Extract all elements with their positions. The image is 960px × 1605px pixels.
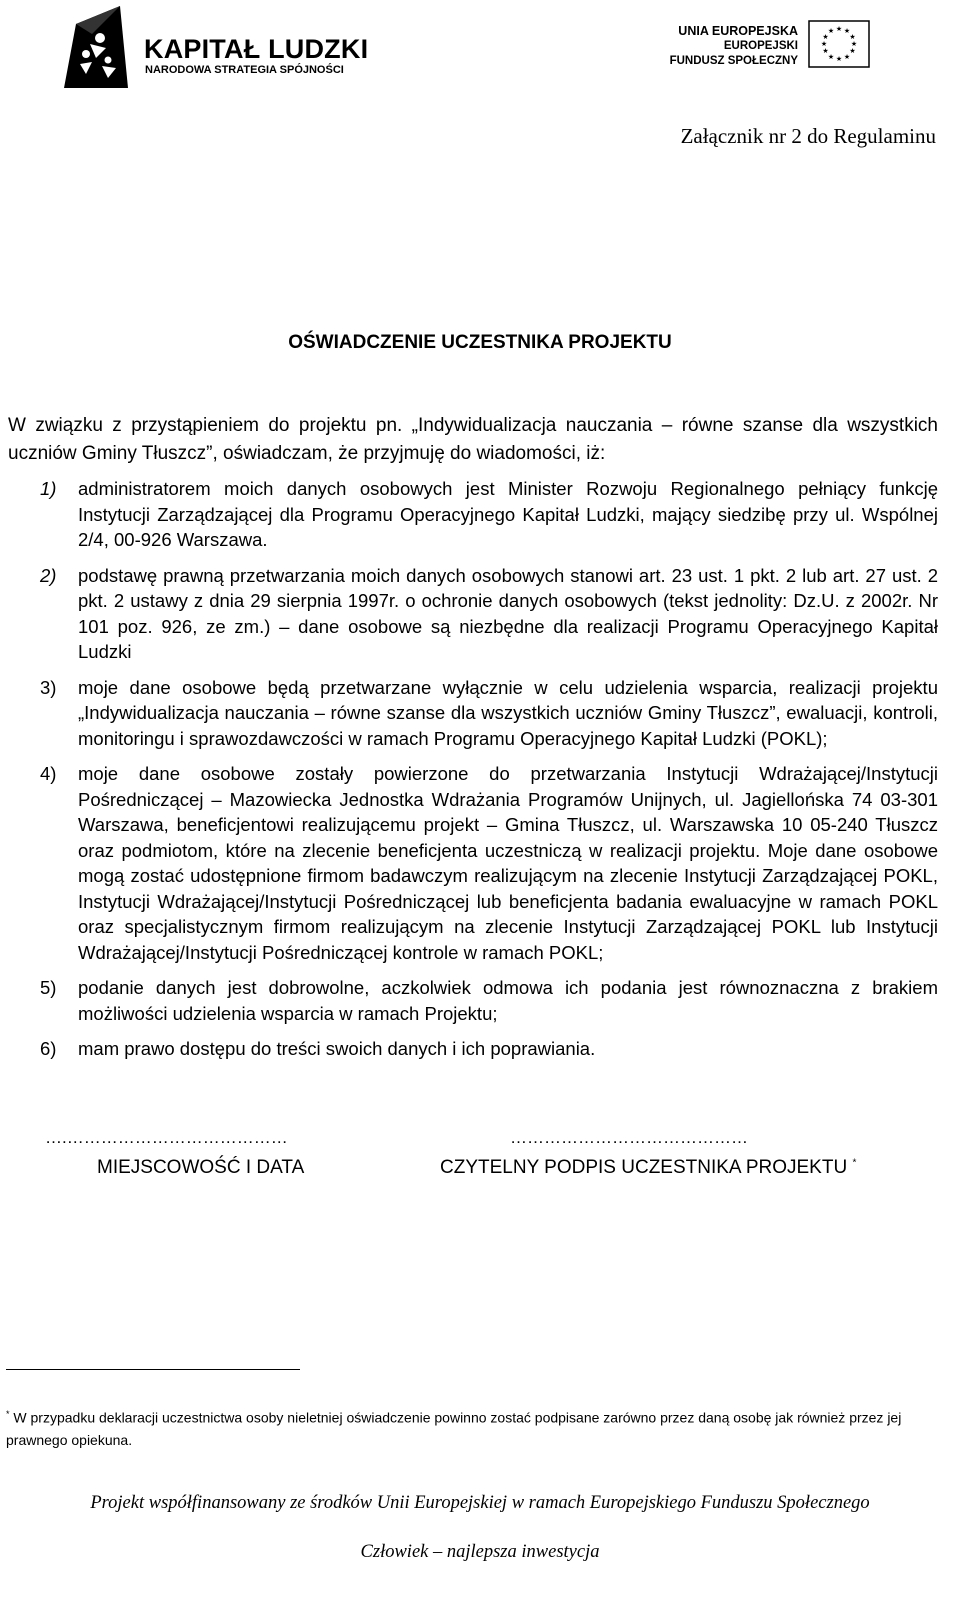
svg-text:★: ★: [843, 53, 851, 61]
list-item-text: podstawę prawną przetwarzania moich danych osobowych stanowi art. 23 ust. 1 pkt. 2 lub art. 27 ust. 2 pkt. 2 ustawy z dnia 29 sierpnia 1997r. o ochronie danych osobowych (tekst jednolity: Dz.U. z 2002r. Nr 101 poz. 926, ze zm.) – dane osobowe są niezbędne dla realizacji Programu Operacyjnego Kapitał Ludzki: [78, 564, 938, 662]
list-item-text: podanie danych jest dobrowolne, aczkolwiek odmowa ich podania jest równoznaczna z brakiem możliwości udzielenia wsparcia w ramach Projektu;: [78, 977, 938, 1024]
list-item: [8, 476, 938, 553]
svg-text:★: ★: [827, 27, 835, 35]
list-item: [8, 675, 938, 752]
footnote-text: W przypadku deklaracji uczestnictwa osoby nieletniej oświadczenie powinno zostać podpisane zarówno przez daną osobę jak również przez jej prawnego opiekuna.: [6, 1409, 902, 1448]
footnote-marker: *: [852, 1157, 857, 1169]
svg-text:★: ★: [822, 47, 829, 55]
eu-logo-line1: UNIA EUROPEJSKA: [678, 24, 798, 38]
eu-logo: [668, 18, 938, 74]
signature-label-text: CZYTELNY PODPIS UCZESTNIKA PROJEKTU: [440, 1157, 848, 1178]
svg-text:★: ★: [849, 47, 856, 55]
svg-text:★: ★: [843, 27, 851, 35]
list-item-number: 4): [40, 763, 57, 784]
signature-label: [440, 1157, 856, 1179]
list-item-number: 2): [40, 564, 57, 586]
list-item: [8, 761, 938, 965]
list-item: [8, 975, 938, 1026]
svg-text:★: ★: [835, 25, 843, 33]
footnote-mark: *: [6, 1409, 10, 1419]
list-item-number: 6): [40, 1038, 57, 1059]
list-item-text: moje dane osobowe zostały powierzone do przetwarzania Instytucji Wdrażającej/Instytucji Pośredniczącej – Mazowiecka Jednostka Wdrażania Programów Unijnych, ul. Jagiellońska 74 03-301 Warszawa, beneficjentowi realizującemu projekt – Gmina Tłuszcz, ul. Warszawska 10 05-240 Tłuszcz oraz podmiotom, które na zlecenie beneficjenta uczestniczą w realizacji projektu. Moje dane osobowe mogą zostać udostępnione firmom badawczym realizującym na zlecenie Instytucji Zarządzającej POKL, Instytucji Wdrażającej/Instytucji Pośredniczącej lub beneficjenta badania ewaluacyjne w ramach POKL oraz specjalistycznym firmom realizującym na zlecenie Instytucji Zarządzającej POKL lub Instytucji Wdrażającej/Instytucji Pośredniczącej kontrole w ramach POKL;: [78, 763, 938, 963]
list-item-number: 3): [40, 676, 57, 698]
eu-flag-icon: [808, 20, 870, 68]
list-item-text: mam prawo dostępu do treści swoich danych i ich poprawiania.: [78, 1038, 596, 1059]
footer-slogan: Człowiek – najlepsza inwestycja: [360, 1542, 600, 1562]
svg-text:★: ★: [827, 53, 835, 61]
footnote: [6, 1403, 932, 1451]
list-item: [8, 563, 938, 665]
kapital-ludzki-subtitle: NARODOWA STRATEGIA SPÓJNOŚCI: [145, 64, 344, 76]
svg-text:★: ★: [850, 40, 858, 48]
kapital-ludzki-title: KAPITAŁ LUDZKI: [144, 34, 369, 64]
list-item: [8, 1036, 938, 1062]
svg-text:★: ★: [835, 55, 843, 63]
list-item-text: administratorem moich danych osobowych jest Minister Rozwoju Regionalnego pełniący funkcję Instytucji Zarządzającej dla Programu Operacyjnego Kapitał Ludzki, mający siedzibę przy ul. Wspólnej 2/4, 00-926 Warszawa.: [78, 478, 938, 550]
footnote-divider: [6, 1369, 300, 1370]
page-title: OŚWIADCZENIE UCZESTNIKA PROJEKTU: [288, 332, 672, 353]
kapital-ludzki-emblem-icon: [62, 4, 132, 88]
footer-cofinancing: Projekt współfinansowany ze środków Unii Europejskiej w ramach Europejskiego Funduszu Społecznego: [90, 1493, 870, 1513]
svg-text:★: ★: [849, 33, 856, 41]
declaration-list: [8, 476, 938, 1072]
eu-logo-line3: FUNDUSZ SPOŁECZNY: [669, 55, 798, 67]
eu-logo-text: [668, 24, 798, 69]
svg-text:★: ★: [820, 40, 828, 48]
list-item-text: moje dane osobowe będą przetwarzane wyłącznie w celu udzielenia wsparcia, realizacji projektu „Indywidualizacja nauczania – równe szanse dla wszystkich uczniów Gminy Tłuszcz”, ewaluacji, kontroli, monitoringu i sprawozdawczości w ramach Programu Operacyjnego Kapitał Ludzki (POKL);: [78, 676, 938, 749]
list-item-number: 5): [40, 977, 57, 998]
place-date-label: MIEJSCOWOŚĆ I DATA: [97, 1157, 305, 1178]
annex-label: Załącznik nr 2 do Regulaminu: [680, 124, 936, 148]
intro-paragraph: W związku z przystąpieniem do projektu pn. „Indywidualizacja nauczania – równe szanse dla wszystkich uczniów Gminy Tłuszcz”, oświadczam, że przyjmuję do wiadomości, iż:: [8, 415, 938, 464]
list-item-number: 1): [40, 478, 57, 499]
kapital-ludzki-logo: [62, 4, 369, 88]
svg-text:★: ★: [822, 33, 829, 41]
eu-logo-line2: EUROPEJSKI: [723, 40, 798, 52]
place-date-line: ….…………………………………: [45, 1128, 288, 1147]
signature-line: ……………………………………: [510, 1128, 748, 1147]
